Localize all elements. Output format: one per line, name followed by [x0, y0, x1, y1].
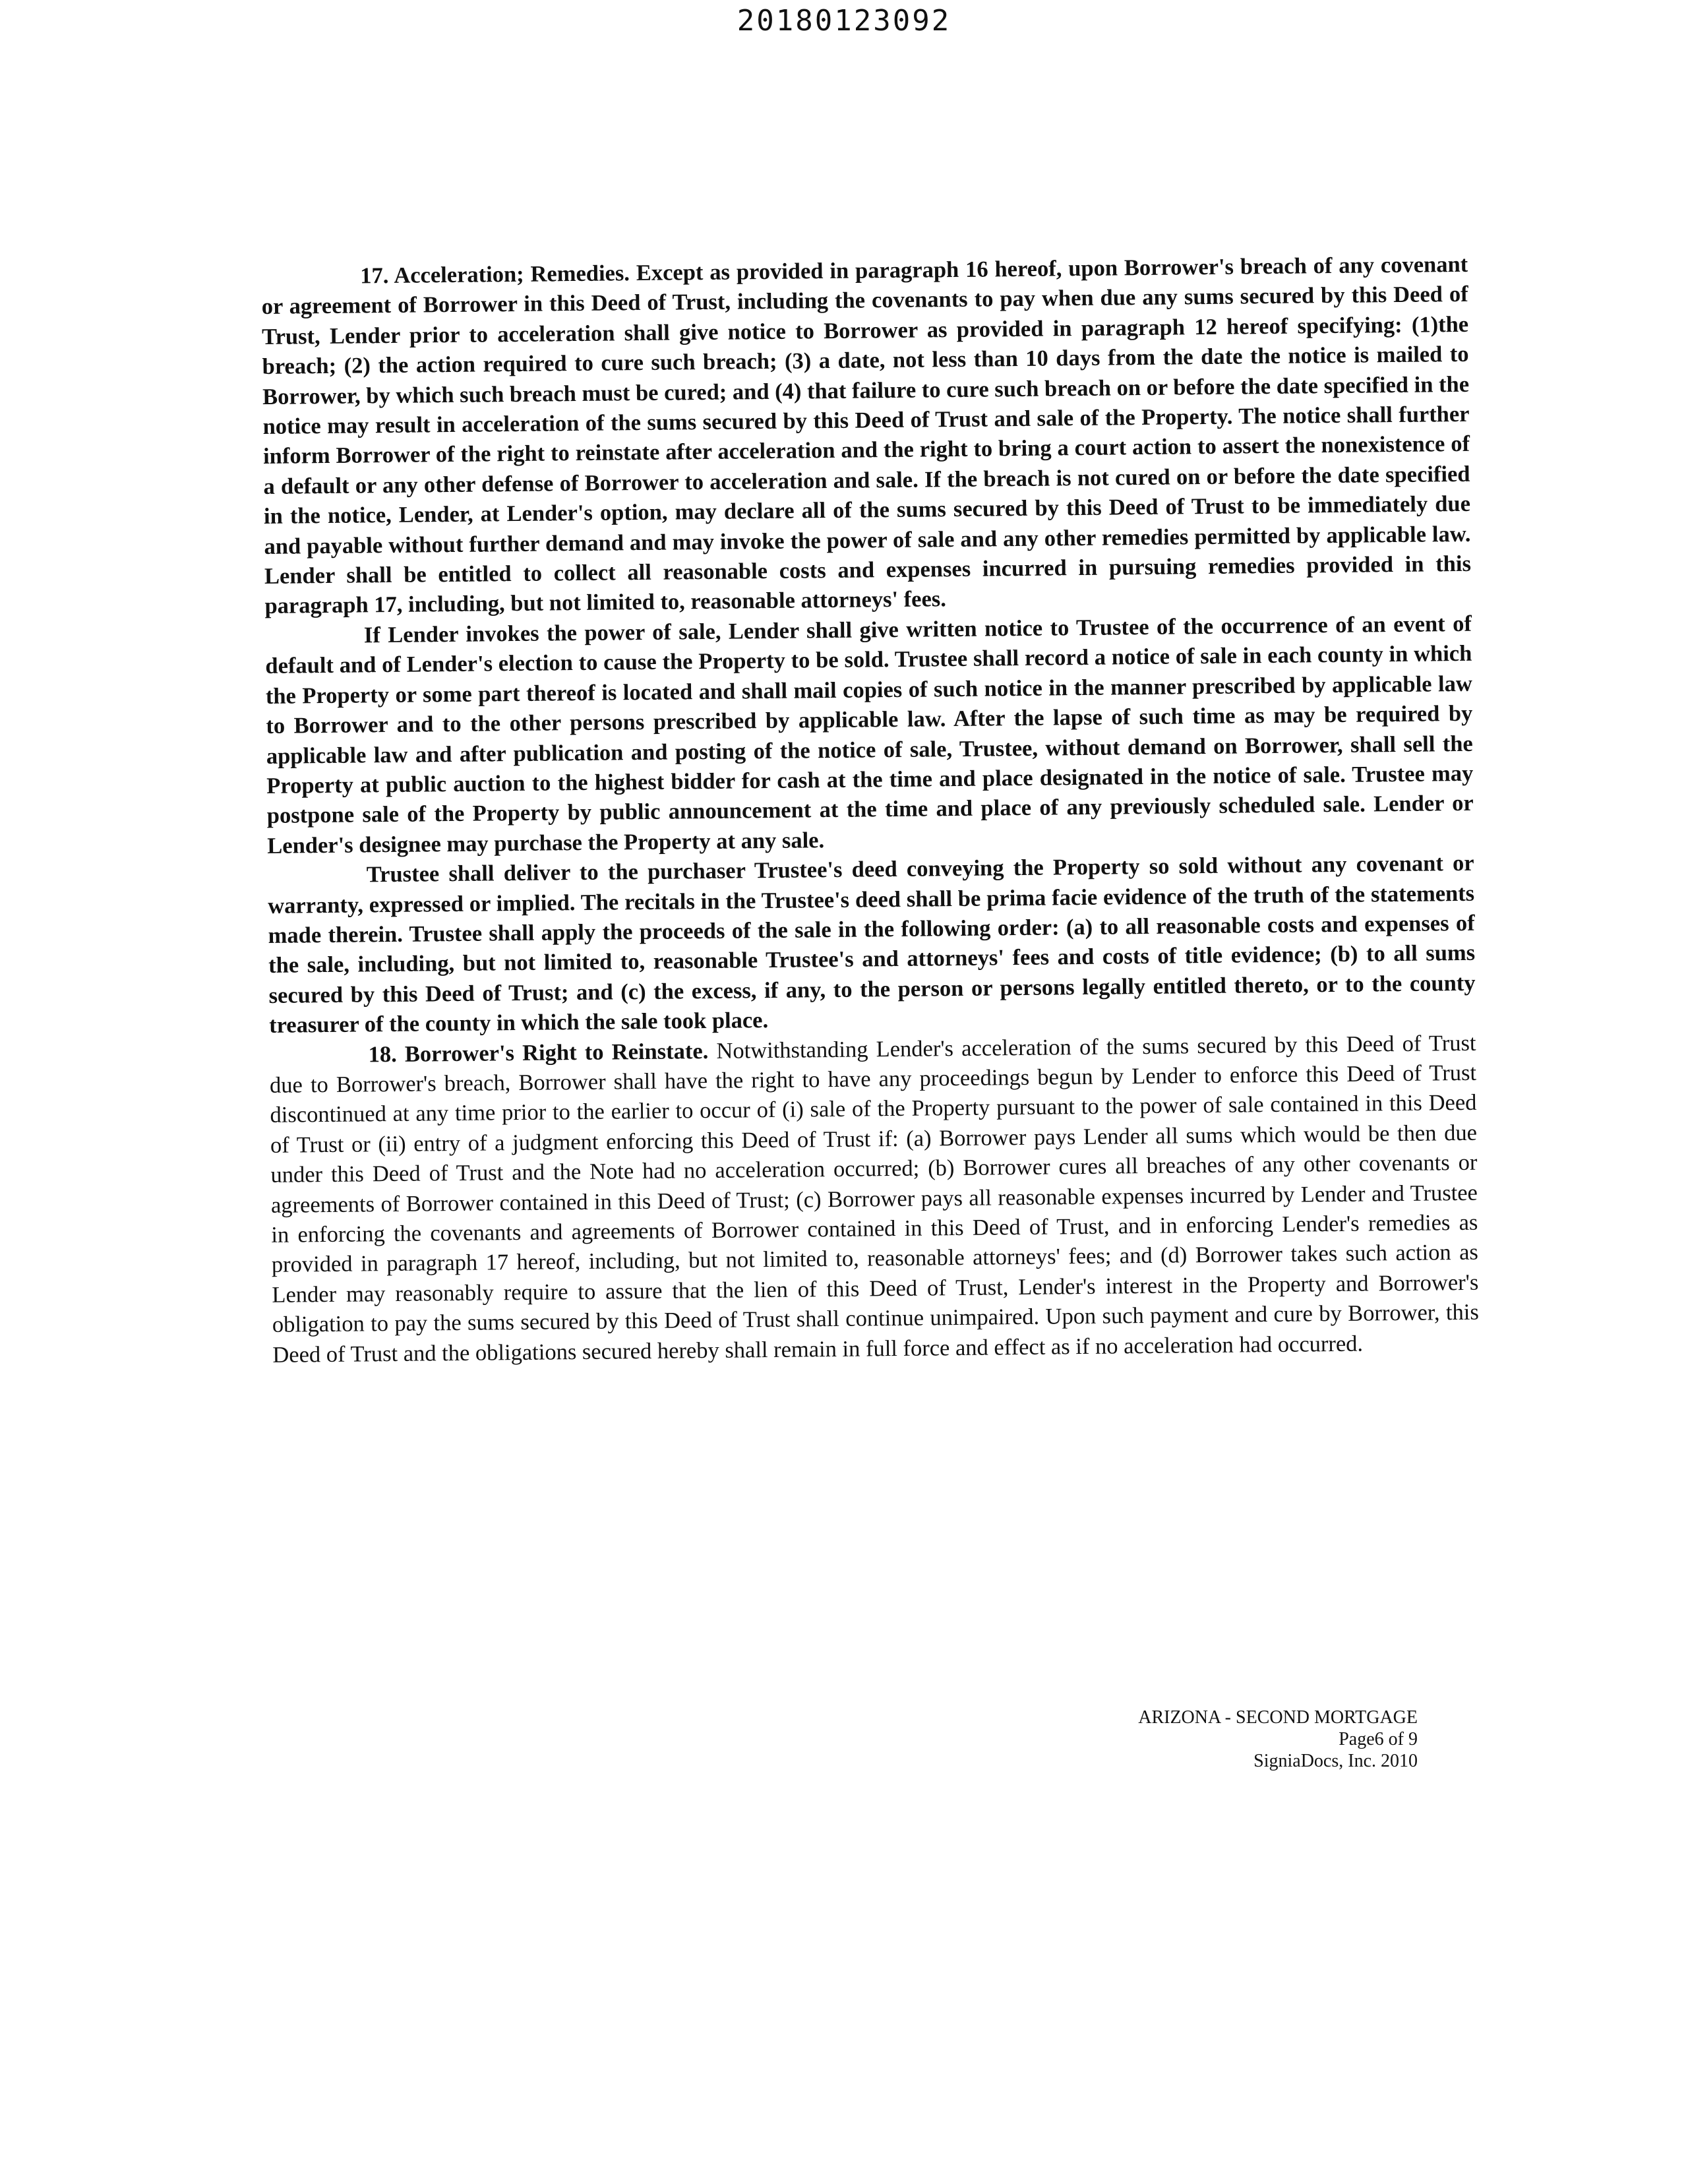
paragraph-18-text: Notwithstanding Lender's acceleration of the sums secured by this Deed of Trust due to Borrower's breach, Borrower shall have the right to have any proceedings begun by Lender to enforce this Deed of Trust discontinued at any time prior to the earlier to occur of (i) sale of the Property pursuant to the power of sale contained in this Deed of Trust or (ii) entry of a judgment enforcing this Deed of Trust if: (a) Borrower pays Lender all sums which would be then due under this Deed of Trust and the Note had no acceleration occurred; (b) Borrower cures all breaches of any other covenants or agreements of Borrower contained in this Deed of Trust; (c) Borrower pays all reasonable expenses incurred by Lender and Trustee in enforcing the covenants and agreements of Borrower contained in this Deed of Trust, and in enforcing Lender's remedies as provided in paragraph 17 hereof, including, but not limited to, reasonable attorneys' fees; and (d) Borrower takes such action as Lender may reasonably require to assure that the lien of this Deed of Trust, Lender's interest in the Property and Borrower's obligation to pay the sums secured by this Deed of Trust shall continue unimpaired. Upon such payment and cure by Borrower, this Deed of Trust and the obligations secured hereby shall remain in full force and effect as if no acceleration had occurred. — [269, 1030, 1479, 1368]
paragraph-17-text: Except as provided in paragraph 16 hereof, upon Borrower's breach of any covenant or agreement of Borrower in this Deed of Trust, including the covenants to pay when due any sums secured by this Deed of Trust, Lender prior to acceleration shall give notice to Borrower as provided in paragraph 12 hereof specifying: (1)the breach; (2) the action required to cure such breach; (3) a date, not less than 10 days from the date the notice is mailed to Borrower, by which such breach must be cured; and (4) that failure to cure such breach on or before the date specified in the notice may result in acceleration of the sums secured by this Deed of Trust and sale of the Property. The notice shall further inform Borrower of the right to reinstate after acceleration and the right to bring a court action to assert the nonexistence of a default or any other defense of Borrower to acceleration and sale. If the breach is not cured on or before the date specified in the notice, Lender, at Lender's option, may declare all of the sums secured by this Deed of Trust to be immediately due and payable without further demand and may invoke the power of sale and any other remedies permitted by applicable law. Lender shall be entitled to collect all reasonable costs and expenses incurred in pursuing remedies provided in this paragraph 17, including, but not limited to, reasonable attorneys' fees. — [261, 251, 1472, 619]
footer-page-number: Page6 of 9 — [1339, 1729, 1418, 1749]
paragraph-17-trustee-deed: Trustee shall deliver to the purchaser Trustee's deed conveying the Property so sold without any covenant or warranty, expressed or implied. The recitals in the Trustee's deed shall be prima facie evidence of the truth of the statements made therein. Trustee shall apply the proceeds of the sale in the following order: (a) to all reasonable costs and expenses of the sale, including, but not limited to, reasonable Trustee's and attorneys' fees and costs of title evidence; (b) to all sums secured by this Deed of Trust; and (c) the excess, if any, to the person or persons legally entitled thereto, or to the county treasurer of the county in which the sale took place. — [268, 850, 1476, 1039]
paragraph-17-power-of-sale: If Lender invokes the power of sale, Lender shall give written notice to Trustee of the occurrence of an event of default and of Lender's election to cause the Property to be sold. Trustee shall record a notice of sale in each county in which the Property or some part thereof is located and shall mail copies of such notice in the manner prescribed by applicable law to Borrower and to the other persons prescribed by applicable law. After the lapse of such time as may be required by applicable law and after publication and posting of the notice of sale, Trustee, without demand on Borrower, shall sell the Property at public auction to the highest bidder for cash at the time and place designated in the notice of sale. Trustee may postpone sale of the Property by public announcement at the time and place of any previously scheduled sale. Lender or Lender's designee may purchase the Property at any sale. — [265, 611, 1474, 859]
paragraph-17 — [261, 250, 1472, 622]
page-footer — [1138, 1707, 1418, 1772]
document-body — [261, 250, 1479, 1370]
document-number: 20180123092 — [737, 4, 951, 38]
footer-form-name: ARIZONA - SECOND MORTGAGE — [1138, 1707, 1418, 1728]
paragraph-18 — [269, 1028, 1479, 1370]
footer-copyright: SigniaDocs, Inc. 2010 — [1253, 1751, 1418, 1771]
paragraph-18-heading: 18. Borrower's Right to Reinstate. — [368, 1038, 709, 1067]
paragraph-17-heading: 17. Acceleration; Remedies. — [360, 260, 630, 289]
